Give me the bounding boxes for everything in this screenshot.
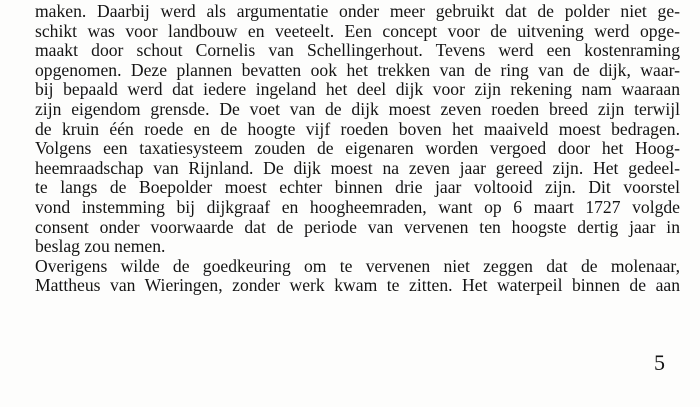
text-line: Overigens wilde de goedkeuring om te vervenen niet zeggen dat de molenaar, bbox=[35, 256, 680, 276]
text-line: maakt door schout Cornelis van Schellingerhout. Tevens werd een kostenraming bbox=[35, 41, 680, 61]
text-line: schikt was voor landbouw en veeteelt. Een concept voor de uitvening werd opge- bbox=[35, 21, 680, 41]
text-line: te langs de Boepolder moest echter binnen drie jaar voltooid zijn. Dit voorstel bbox=[35, 178, 680, 198]
text-line: maken. Daarbij werd als argumentatie onder meer gebruikt dat de polder niet ge- bbox=[35, 2, 680, 21]
body-text bbox=[35, 2, 680, 296]
text-line: opgenomen. Deze plannen bevatten ook het trekken van de ring van de dijk, waar- bbox=[35, 60, 680, 80]
page-number: 5 bbox=[654, 350, 665, 375]
text-line: zijn eigendom grensde. De voet van de dijk moest zeven roeden breed zijn terwijl bbox=[35, 99, 680, 119]
text-line: consent onder voorwaarde dat de periode van vervenen ten hoogste dertig jaar in bbox=[35, 217, 680, 237]
text-line: de kruin één roede en de hoogte vijf roeden boven het maaiveld moest bedragen. bbox=[35, 119, 680, 139]
text-line: heemraadschap van Rijnland. De dijk moest na zeven jaar gereed zijn. Het gedeel- bbox=[35, 158, 680, 178]
text-line: vond instemming bij dijkgraaf en hoogheemraden, want op 6 maart 1727 volgde bbox=[35, 197, 680, 217]
text-line: bij bepaald werd dat iedere ingeland het deel dijk voor zijn rekening nam waaraan bbox=[35, 80, 680, 100]
text-line: Mattheus van Wieringen, zonder werk kwam te zitten. Het waterpeil binnen de aan bbox=[35, 276, 680, 296]
text-line: beslag zou nemen. bbox=[35, 237, 166, 257]
paragraph bbox=[35, 257, 680, 296]
paragraph bbox=[35, 2, 680, 257]
text-line: Volgens een taxatiesysteem zouden de eigenaren worden vergoed door het Hoog- bbox=[35, 139, 680, 159]
